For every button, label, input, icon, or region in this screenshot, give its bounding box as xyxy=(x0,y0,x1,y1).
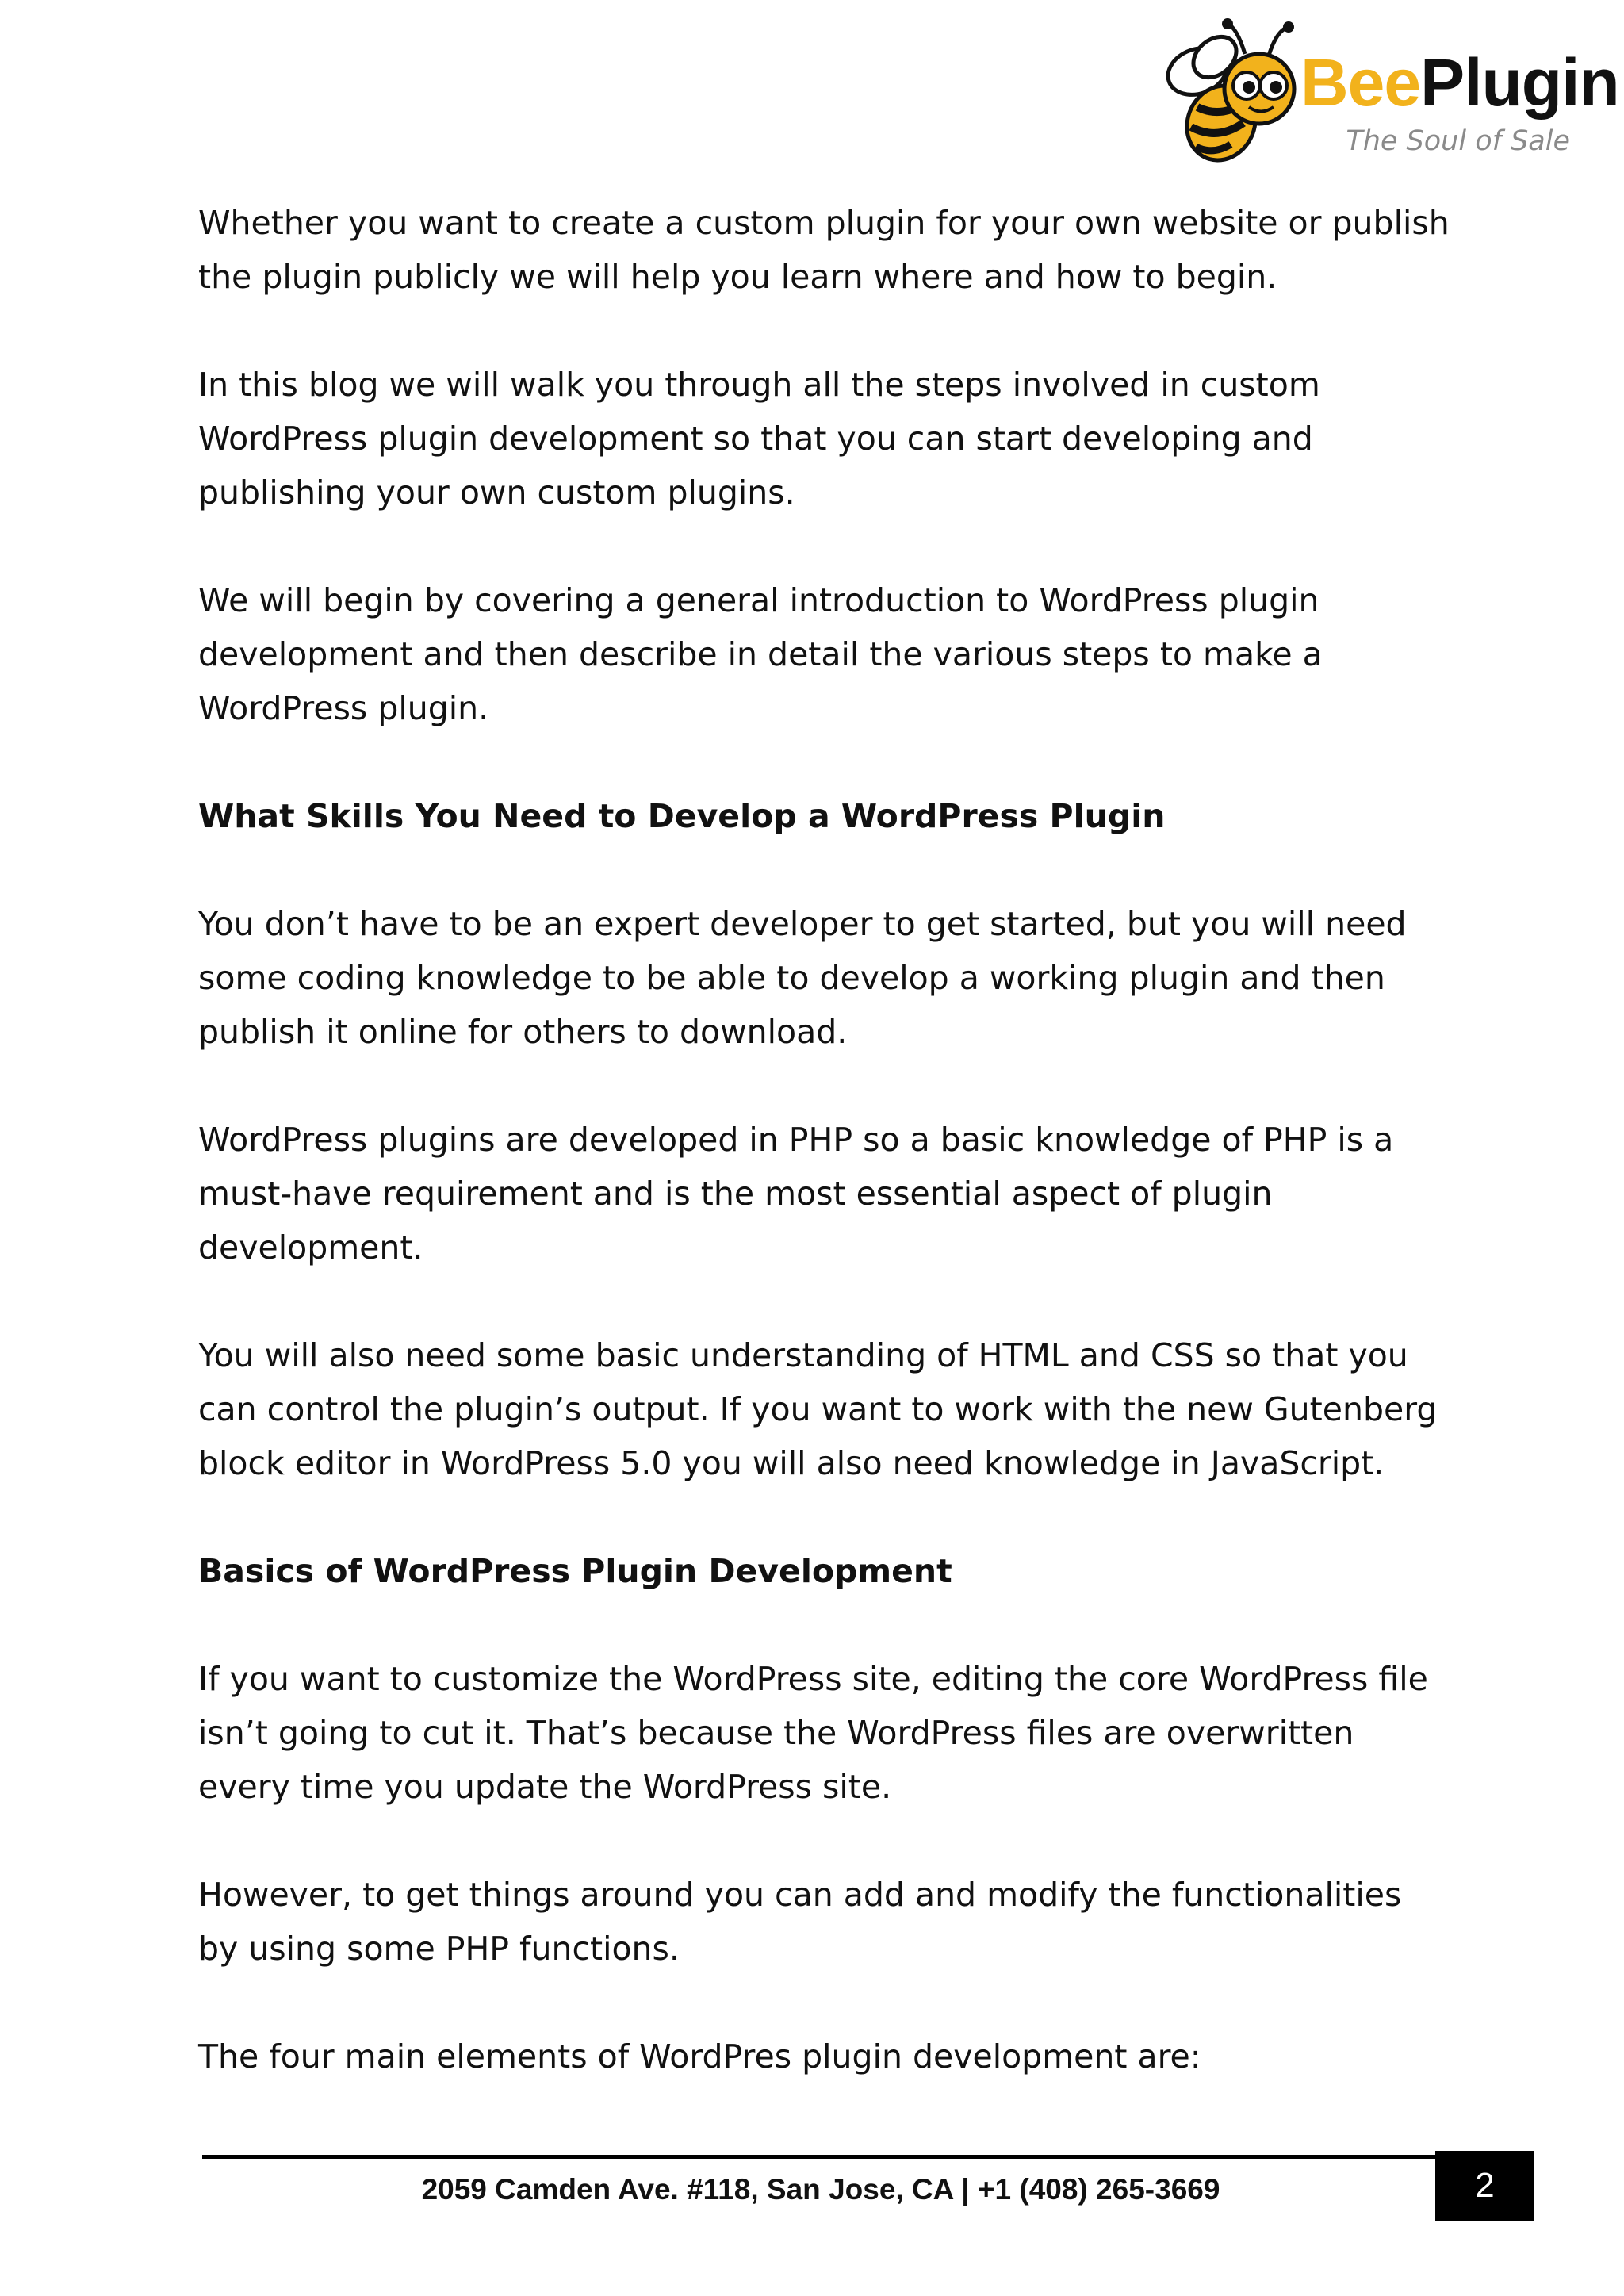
brand-name-part2: Plugin xyxy=(1420,45,1619,120)
brand-tagline: The Soul of Sale xyxy=(1346,125,1570,157)
brand-logo xyxy=(1158,16,1619,167)
brand-name xyxy=(1300,45,1619,120)
footer-divider xyxy=(202,2155,1439,2159)
footer-address: 2059 Camden Ave. #118, San Jose, CA | +1 (408) 265-3669 xyxy=(421,2173,1220,2206)
paragraph: In this blog we will walk you through all the steps involved in custom WordPress plugin development so that you can start developing and publishing your own custom plugins. xyxy=(198,366,1320,512)
paragraph: You will also need some basic understanding of HTML and CSS so that you can control the plugin’s output. If you want to work with the new Gutenberg block editor in WordPress 5.0 you will also need knowledge in JavaScript. xyxy=(198,1336,1438,1482)
section-heading: Basics of WordPress Plugin Development xyxy=(198,1552,952,1590)
document-body xyxy=(198,196,1451,2083)
paragraph: You don’t have to be an expert developer to get started, but you will need some coding knowledge to be able to develop a working plugin and then publish it online for others to download. xyxy=(198,905,1407,1051)
paragraph: Whether you want to create a custom plugin for your own website or publish the plugin publicly we will help you learn where and how to begin. xyxy=(198,204,1450,296)
brand-name-part1: Bee xyxy=(1300,45,1421,120)
paragraph: However, to get things around you can add and modify the functionalities by using some PHP functions. xyxy=(198,1876,1402,1968)
paragraph: WordPress plugins are developed in PHP so a basic knowledge of PHP is a must-have requirement and is the most essential aspect of plugin development. xyxy=(198,1121,1394,1267)
paragraph: The four main elements of WordPres plugin development are: xyxy=(198,2037,1201,2076)
paragraph: If you want to customize the WordPress site, editing the core WordPress file isn’t going to cut it. That’s because the WordPress files are overwritten every time you update the WordPress site. xyxy=(198,1660,1428,1806)
paragraph: We will begin by covering a general introduction to WordPress plugin development and then describe in detail the various steps to make a WordPress plugin. xyxy=(198,581,1323,727)
page-number: 2 xyxy=(1435,2151,1534,2221)
section-heading: What Skills You Need to Develop a WordPress Plugin xyxy=(198,797,1166,835)
bee-mascot-icon xyxy=(1158,16,1308,167)
